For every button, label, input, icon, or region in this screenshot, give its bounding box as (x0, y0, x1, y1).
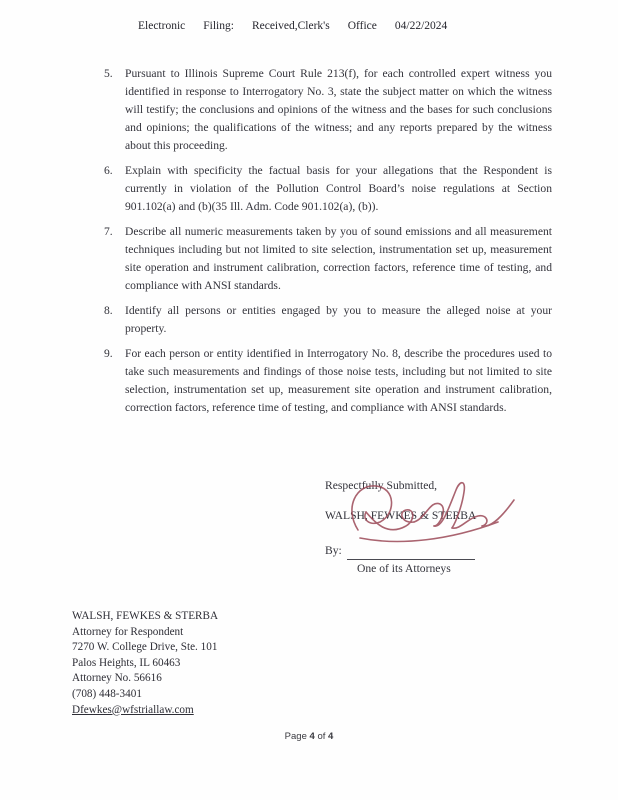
address-firm-name: WALSH, FEWKES & STERBA (72, 610, 219, 622)
item-text: Describe all numeric measurements taken by you of sound emissions and all measurement techniques including but not limited to site selection, instrumentation set up, measurement site operation and instrument calibration, correction factors, reference time of testing, and compliance with ANSI standards. (125, 225, 552, 292)
item-text: Explain with specificity the factual basis for your allegations that the Respondent is currently in violation of the Pollution Control Board’s noise regulations at Section 901.102(a) and (b)(35 Ill. Adm. Code 901.102(a), (b)). (125, 164, 552, 213)
item-number: 6. (104, 164, 113, 177)
item-number: 9. (104, 347, 113, 360)
efiling-stamp (138, 20, 447, 32)
by-label: By: (325, 544, 342, 557)
address-city: Palos Heights, IL 60463 (72, 656, 181, 669)
page-current: 4 (309, 731, 315, 742)
page-label: Page (284, 731, 307, 742)
stamp-word: Received,Clerk's (251, 20, 330, 32)
phone-number: (708) 448-3401 (72, 687, 142, 700)
interrogatory-list (104, 65, 552, 424)
signature-line (347, 546, 475, 560)
attorney-address-block (72, 609, 218, 718)
item-text: Pursuant to Illinois Supreme Court Rule 213(f), for each controlled expert witness you identified in response to Interrogatory No. 3, state the subject matter on which the witness will testify; the conclusions and opinions of the witness and the bases for such conclusions and opinions; the qualifications of the witness; and any reports prepared by the witness about this proceeding. (125, 67, 552, 152)
item-text: Identify all persons or entities engaged by you to measure the alleged noise at your property. (125, 304, 552, 335)
interrogatory-item (104, 65, 552, 155)
item-text: For each person or entity identified in Interrogatory No. 8, describe the procedures used to take such measurements and findings of those noise tests, including but not limited to site selection, instrumentation set up, measurement site operation and instrument calibration, correction factors, reference time of testing, and compliance with ANSI standards. (125, 347, 552, 414)
interrogatory-item (104, 345, 552, 417)
page-of: of (317, 731, 326, 742)
email-link[interactable]: Dfewkes@wfstriallaw.com (72, 703, 194, 716)
stamp-word: Filing: (203, 20, 234, 32)
item-number: 7. (104, 225, 113, 238)
item-number: 5. (104, 67, 113, 80)
attorney-number: Attorney No. 56616 (72, 672, 162, 685)
interrogatory-item (104, 162, 552, 216)
address-role: Attorney for Respondent (72, 625, 184, 638)
signature-block (325, 477, 555, 578)
stamp-word: Office (347, 20, 377, 32)
firm-name: WALSH, FEWKES & STERBA (325, 509, 477, 522)
page-number (0, 731, 618, 742)
interrogatory-item (104, 223, 552, 295)
interrogatory-item (104, 302, 552, 338)
respectfully-submitted-text: Respectfully Submitted, (325, 479, 438, 492)
item-number: 8. (104, 304, 113, 317)
attorneys-label: One of its Attorneys (357, 562, 451, 575)
stamp-date: 04/22/2024 (394, 20, 448, 32)
stamp-word: Electronic (138, 20, 186, 32)
address-street: 7270 W. College Drive, Ste. 101 (72, 641, 218, 654)
page-total: 4 (328, 731, 334, 742)
